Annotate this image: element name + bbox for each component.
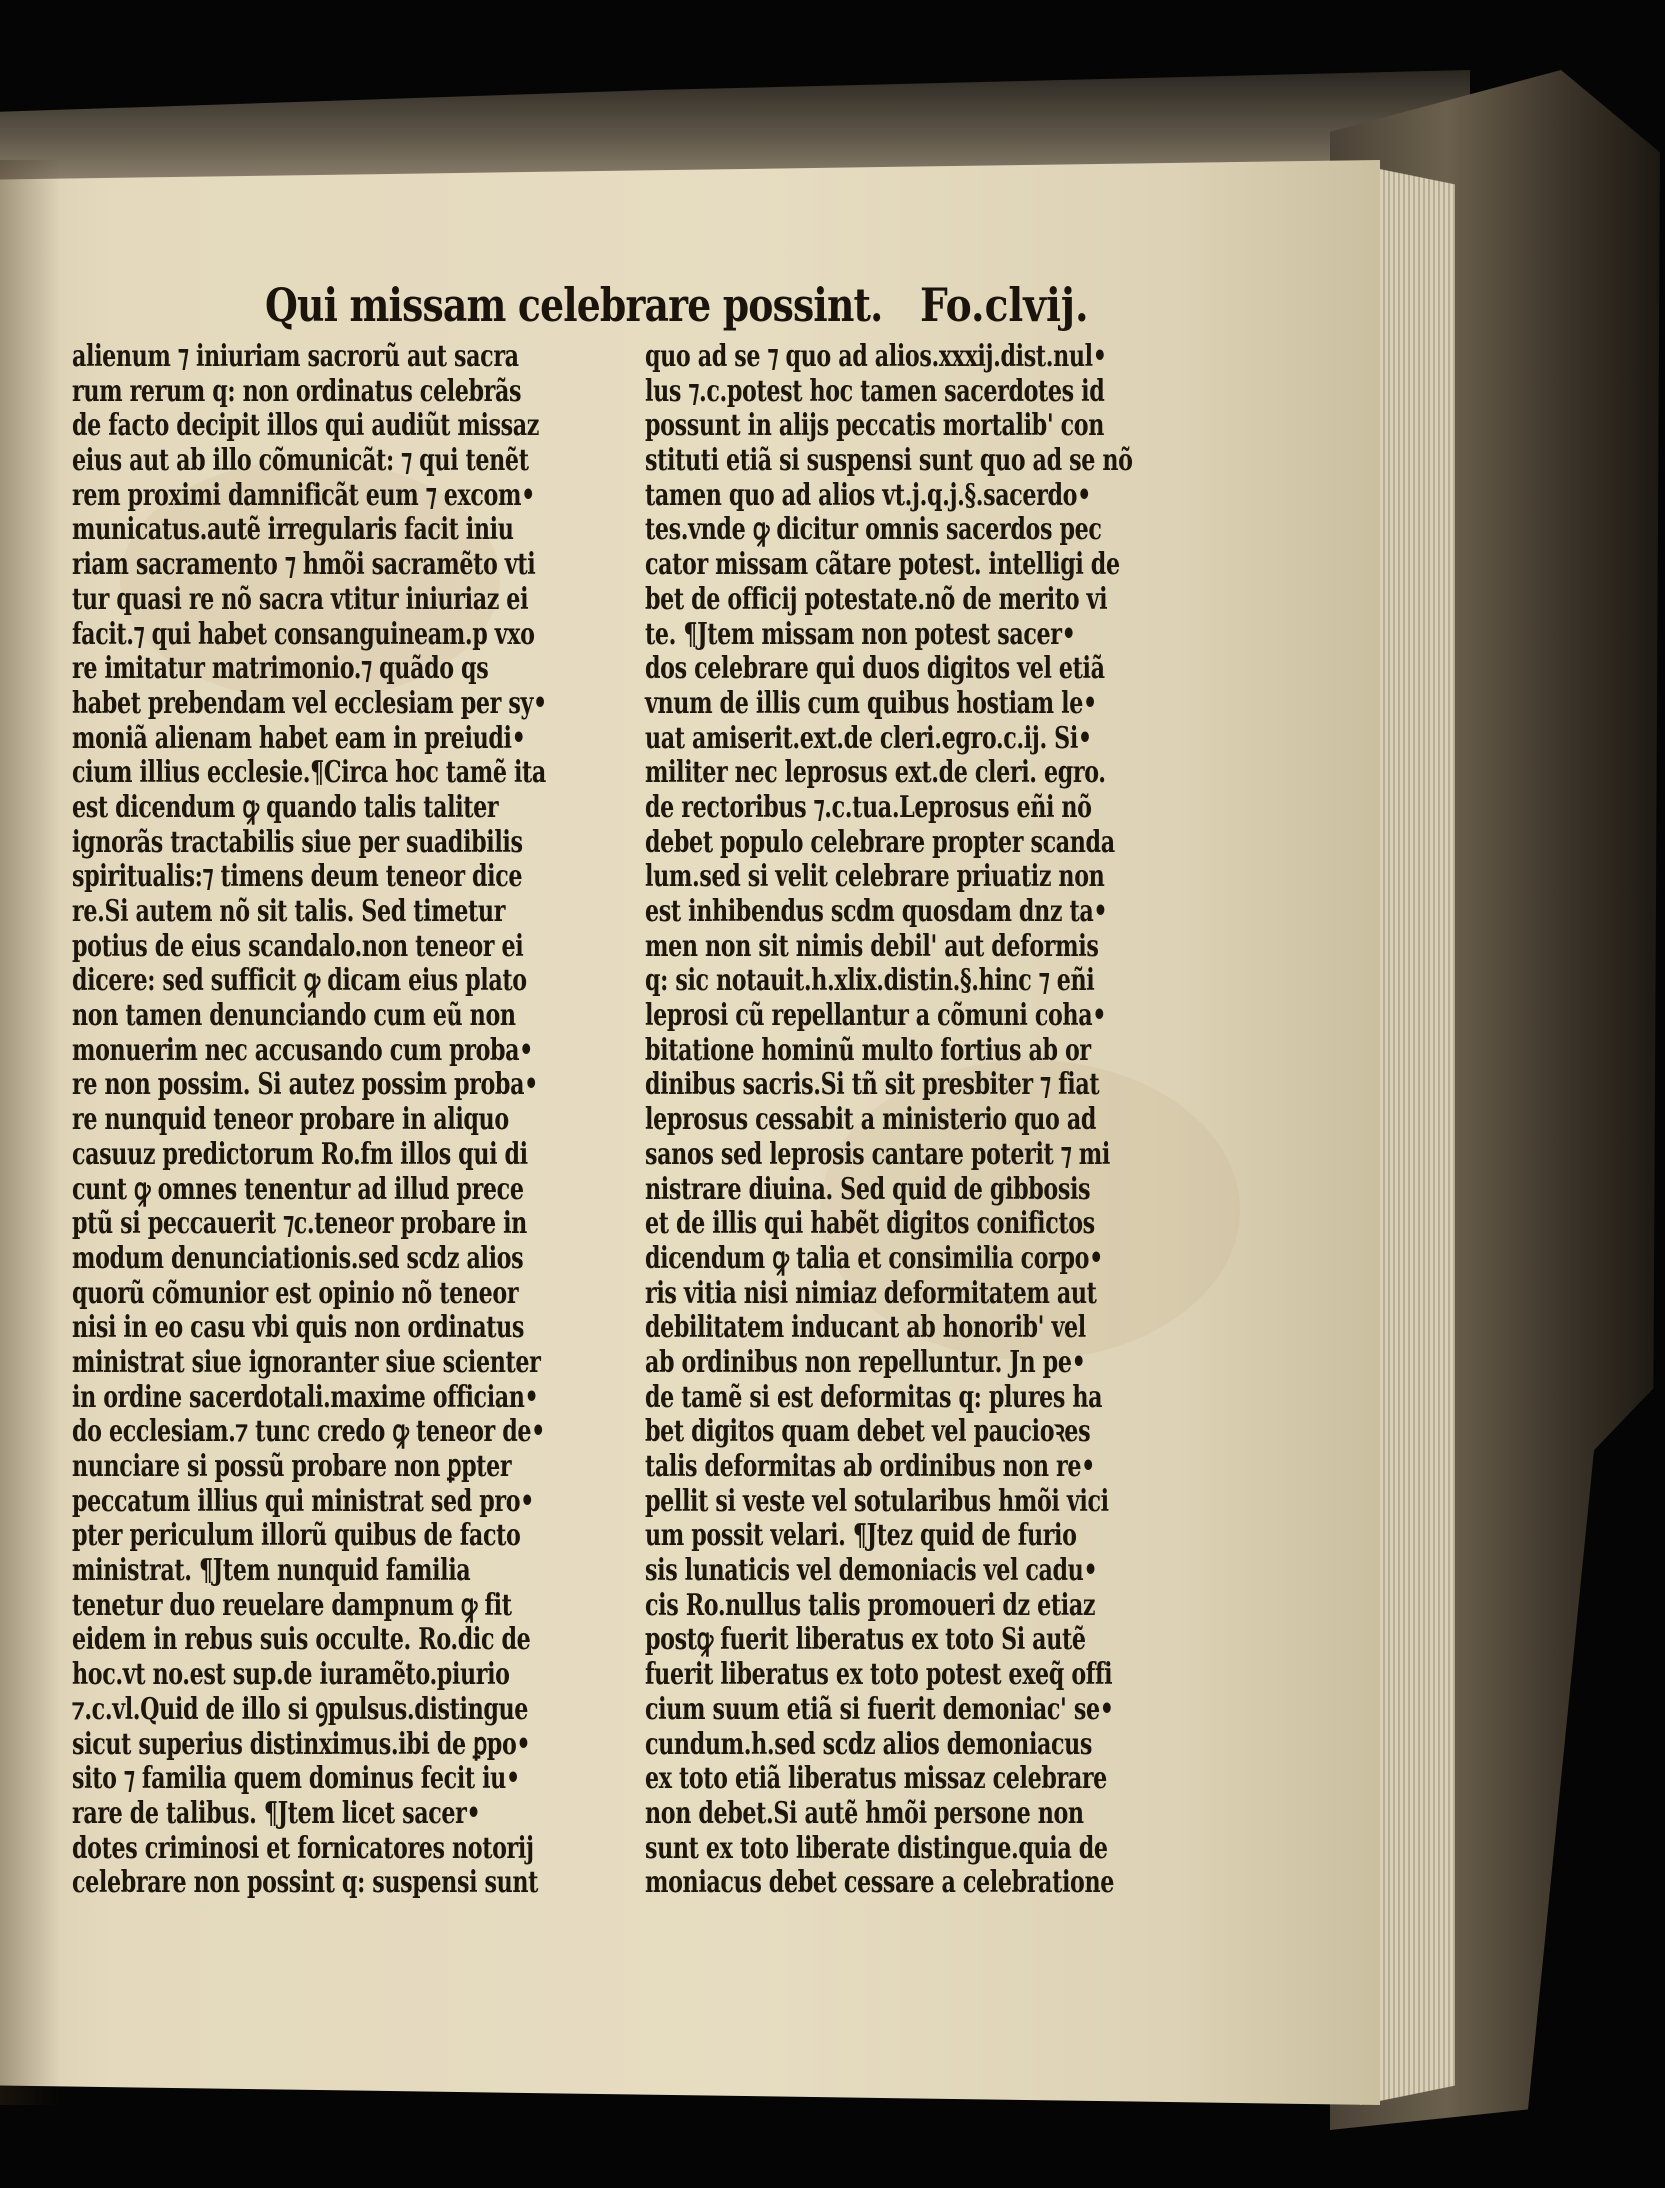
text-line: peccatum illius qui ministrat sed pro• — [72, 1483, 534, 1519]
text-line: ex toto etiã liberatus missaz celebrare — [645, 1761, 1107, 1797]
text-line: re imitatur matrimonio.⁊ quãdo qs — [72, 651, 489, 687]
text-line: habet prebendam vel ecclesiam per sy• — [72, 685, 547, 721]
running-title: Qui missam celebrare possint. — [265, 278, 883, 332]
text-line: um possit velari. ¶Jtez quid de furio — [645, 1518, 1077, 1554]
text-line: tamen quo ad alios vt.j.q.j.§.sacerdo• — [645, 477, 1091, 513]
text-line: debilitatem inducant ab honorib' vel — [645, 1310, 1086, 1346]
text-line: de rectoribus ⁊.c.tua.Leprosus eñi nõ — [645, 789, 1092, 825]
text-line: alienum ⁊ iniuriam sacrorũ aut sacra — [72, 339, 519, 374]
text-line: sanos sed leprosis cantare poterit ⁊ mi — [645, 1136, 1110, 1172]
text-line: lum.sed si velit celebrare priuatiz non — [645, 859, 1105, 895]
text-line: do ecclesiam.⁊ tunc credo ꝙ teneor de• — [72, 1414, 545, 1450]
text-line: tenetur duo reuelare dampnum ꝙ fit — [72, 1587, 512, 1623]
text-line: sicut superius distinximus.ibi de ꝑpo• — [72, 1726, 531, 1762]
text-line: nunciare si possũ probare non ꝑpter — [72, 1449, 512, 1484]
text-line: cis Ro.nullus talis promoueri dz etiaz — [645, 1587, 1096, 1623]
text-line: rare de talibus. ¶Jtem licet sacer• — [72, 1795, 481, 1831]
text-line: leprosus cessabit a ministerio quo ad — [645, 1102, 1096, 1138]
text-line: dos celebrare qui duos digitos vel etiã — [645, 651, 1105, 687]
text-line: quo ad se ⁊ quo ad alios.xxxij.dist.nul• — [645, 339, 1107, 374]
text-line: moniã alienam habet eam in preiudi• — [72, 720, 526, 756]
text-line: debet populo celebrare propter scanda — [645, 824, 1115, 860]
text-line: talis deformitas ab ordinibus non re• — [645, 1449, 1095, 1484]
text-line: dotes criminosi et fornicatores notorij — [72, 1830, 534, 1866]
text-line: rum rerum q: non ordinatus celebrãs — [72, 373, 522, 409]
text-line: celebrare non possint q: suspensi sunt — [72, 1865, 539, 1901]
text-line: postꝙ fuerit liberatus ex toto Si autẽ — [645, 1622, 1086, 1658]
text-line: eidem in rebus suis occulte. Ro.dic de — [72, 1622, 531, 1658]
text-line: vnum de illis cum quibus hostiam le• — [645, 685, 1097, 721]
text-line: pter periculum illorũ quibus de facto — [72, 1518, 521, 1554]
text-line: cium illius ecclesie.¶Circa hoc tamẽ ita — [72, 755, 546, 791]
text-line: men non sit nimis debil' aut deformis — [645, 928, 1099, 964]
text-line: ris vitia nisi nimiaz deformitatem aut — [645, 1275, 1097, 1311]
text-line: est inhibendus scdm quosdam dnz ta• — [645, 894, 1108, 929]
text-line: non debet.Si autẽ hmõi persone non — [645, 1795, 1084, 1831]
text-line: cundum.h.sed scdz alios demoniacus — [645, 1726, 1093, 1762]
text-line: fuerit liberatus ex toto potest exeq̃ offi — [645, 1657, 1113, 1693]
text-line: ptũ si peccauerit ⁊c.teneor probare in — [72, 1206, 527, 1242]
text-line: dinibus sacris.Si tñ sit presbiter ⁊ fiat — [645, 1067, 1100, 1103]
text-line: q: sic notauit.h.xlix.distin.§.hinc ⁊ eñi — [645, 963, 1095, 999]
text-line: municatus.autẽ irregularis facit iniu — [72, 512, 514, 548]
text-line: re nunquid teneor probare in aliquo — [72, 1102, 509, 1138]
text-line: cator missam cãtare potest. intelligi de — [645, 547, 1120, 583]
text-line: bet digitos quam debet vel paucioꝛes — [645, 1414, 1091, 1450]
text-line: possunt in alijs peccatis mortalib' con — [645, 408, 1104, 444]
text-line: de facto decipit illos qui audiũt missaz — [72, 408, 540, 444]
text-line: est dicendum ꝙ quando talis taliter — [72, 789, 499, 825]
text-line: monuerim nec accusando cum proba• — [72, 1032, 533, 1068]
text-line: hoc.vt no.est sup.de iuramẽto.piurio — [72, 1657, 510, 1693]
text-line: cunt ꝙ omnes tenentur ad illud prece — [72, 1171, 524, 1207]
text-line: riam sacramento ⁊ hmõi sacramẽto vti — [72, 547, 536, 583]
text-line: sito ⁊ familia quem dominus fecit iu• — [72, 1761, 520, 1797]
text-line: ministrat siue ignoranter siue scienter — [72, 1344, 541, 1380]
text-line: bitatione hominũ multo fortius ab or — [645, 1032, 1091, 1068]
text-line: in ordine sacerdotali.maxime offician• — [72, 1379, 539, 1415]
text-line: eius aut ab illo cõmunicãt: ⁊ qui tenẽt — [72, 443, 529, 479]
text-line: ⁊.c.vl.Quid de illo si ꝯpulsus.distingue — [72, 1691, 529, 1727]
right-text-column — [645, 340, 1225, 1901]
text-line: sunt ex toto liberate distingue.quia de — [645, 1830, 1108, 1866]
text-line: moniacus debet cessare a celebratione — [645, 1865, 1114, 1901]
text-line: dicere: sed sufficit ꝙ dicam eius plato — [72, 963, 527, 999]
text-line: quorũ cõmunior est opinio nõ teneor — [72, 1275, 519, 1311]
left-text-column — [72, 340, 632, 1901]
text-line: de tamẽ si est deformitas q: plures ha — [645, 1379, 1103, 1415]
text-line: nisi in eo casu vbi quis non ordinatus — [72, 1310, 525, 1346]
text-line: et de illis qui habẽt digitos conifictos — [645, 1206, 1095, 1242]
text-line: potius de eius scandalo.non teneor ei — [72, 928, 524, 964]
text-line: militer nec leprosus ext.de cleri. egro. — [645, 755, 1106, 791]
text-line: casuuz predictorum Ro.fm illos qui di — [72, 1136, 528, 1172]
text-line: non tamen denunciando cum eũ non — [72, 998, 516, 1034]
text-line: modum denunciationis.sed scdz alios — [72, 1240, 524, 1276]
text-line: lus ⁊.c.potest hoc tamen sacerdotes id — [645, 373, 1105, 409]
text-line: facit.⁊ qui habet consanguineam.p vxo — [72, 616, 535, 652]
text-line: rem proximi damnificãt eum ⁊ excom• — [72, 477, 535, 513]
text-line: ignorãs tractabilis siue per suadibilis — [72, 824, 523, 860]
text-line: cium suum etiã si fuerit demoniac' se• — [645, 1691, 1114, 1727]
text-line: stituti etiã si suspensi sunt quo ad se nõ — [645, 443, 1133, 479]
text-line: tur quasi re nõ sacra vtitur iniuriaz ei — [72, 581, 529, 617]
text-line: nistrare diuina. Sed quid de gibbosis — [645, 1171, 1091, 1207]
text-line: spiritualis:⁊ timens deum teneor dice — [72, 859, 523, 895]
text-line: leprosi cũ repellantur a cõmuni coha• — [645, 998, 1107, 1034]
text-line: te. ¶Jtem missam non potest sacer• — [645, 616, 1076, 652]
text-line: dicendum ꝙ talia et consimilia corpo• — [645, 1240, 1103, 1276]
text-line: bet de officij potestate.nõ de merito vi — [645, 581, 1108, 617]
text-line: pellit si veste vel sotularibus hmõi vici — [645, 1483, 1109, 1519]
text-line: ministrat. ¶Jtem nunquid familia — [72, 1553, 471, 1589]
text-line: re non possim. Si autez possim proba• — [72, 1067, 538, 1103]
page-header — [265, 278, 1089, 348]
folio-number: Fo.clvij. — [920, 278, 1089, 332]
text-line: ab ordinibus non repelluntur. Jn pe• — [645, 1344, 1086, 1380]
text-line: re.Si autem nõ sit talis. Sed timetur — [72, 894, 506, 929]
text-line: tes.vnde ꝙ dicitur omnis sacerdos pec — [645, 512, 1102, 548]
text-line: uat amiserit.ext.de cleri.egro.c.ij. Si• — [645, 720, 1092, 756]
gutter-shadow — [0, 160, 60, 2105]
text-line: sis lunaticis vel demoniacis vel cadu• — [645, 1553, 1098, 1589]
